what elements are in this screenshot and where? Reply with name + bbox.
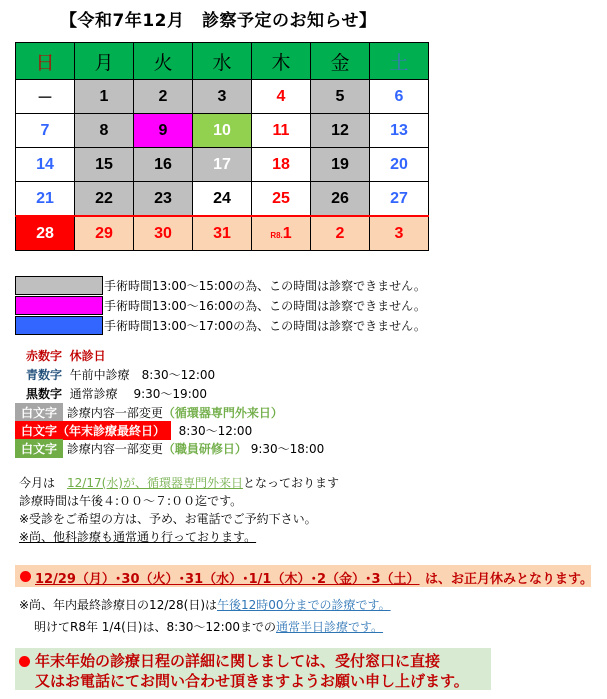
weekday-mon: 月 bbox=[75, 43, 134, 80]
day-cell: 3 bbox=[370, 216, 429, 251]
day-cell: 15 bbox=[75, 148, 134, 182]
key-white-green: 白文字 診療内容一部変更（職員研修日） 9:30～18:00 bbox=[15, 439, 324, 458]
year-prefix: R8. bbox=[270, 230, 283, 240]
day-cell: 13 bbox=[370, 114, 429, 148]
notice-line-3: ※受診をご希望の方は、予め、お電話でご予約下さい。 bbox=[19, 512, 317, 526]
day-cell: 1 bbox=[75, 80, 134, 114]
day-cell: 25 bbox=[252, 182, 311, 217]
day-cell: 28 bbox=[16, 216, 75, 251]
calendar-week-1 bbox=[16, 80, 429, 114]
key-black: 黒数字 通常診療 9:30～19:00 bbox=[26, 387, 208, 401]
day-cell: 2 bbox=[134, 80, 193, 114]
weekday-fri: 金 bbox=[311, 43, 370, 80]
day-cell: 10 bbox=[193, 114, 252, 148]
day-cell: 2 bbox=[311, 216, 370, 251]
day-cell: 26 bbox=[311, 182, 370, 217]
day-cell: 4 bbox=[252, 80, 311, 114]
day-cell: 7 bbox=[16, 114, 75, 148]
page-title: 【令和7年12月 診察予定のお知らせ】 bbox=[60, 11, 377, 31]
day-cell: 16 bbox=[134, 148, 193, 182]
legend-text: 手術時間13:00～16:00の為、この時間は診察できません。 bbox=[104, 299, 426, 313]
bullet-icon bbox=[19, 656, 30, 667]
day-cell: 11 bbox=[252, 114, 311, 148]
calendar-week-4 bbox=[16, 182, 429, 217]
day-cell: 9 bbox=[134, 114, 193, 148]
day-cell: 27 bbox=[370, 182, 429, 217]
weekday-sun: 日 bbox=[16, 43, 75, 80]
bullet-icon bbox=[20, 571, 31, 582]
contact-notice: 年末年始の診療日程の詳細に関しましては、受付窓口に直接 又はお電話にてお問い合わせ頂きますようお願い申し上げます。 bbox=[15, 648, 491, 690]
day-cell: － bbox=[16, 80, 75, 114]
day-cell: 17 bbox=[193, 148, 252, 182]
day-cell: 12 bbox=[311, 114, 370, 148]
notice-line-2: 診療時間は午後４:００～７:００迄です。 bbox=[19, 494, 243, 508]
legend-swatch-blue bbox=[15, 316, 103, 335]
calendar-header-row bbox=[16, 43, 429, 80]
calendar-table bbox=[15, 42, 429, 251]
calendar-week-5 bbox=[16, 216, 429, 251]
day-cell: 18 bbox=[252, 148, 311, 182]
holiday-banner: 12/29（月）･30（火）･31（水）･1/1（木）･2（金）･3（土） は、お正月休みとなります。 bbox=[15, 565, 591, 587]
day-cell: 31 bbox=[193, 216, 252, 251]
weekday-thu: 木 bbox=[252, 43, 311, 80]
weekday-tue: 火 bbox=[134, 43, 193, 80]
day-cell: 24 bbox=[193, 182, 252, 217]
day-cell: 22 bbox=[75, 182, 134, 217]
day-cell: 23 bbox=[134, 182, 193, 217]
day-cell bbox=[252, 216, 311, 251]
day-cell: 6 bbox=[370, 80, 429, 114]
key-red: 赤数字 休診日 bbox=[26, 349, 106, 363]
day-cell: 8 bbox=[75, 114, 134, 148]
day-cell: 29 bbox=[75, 216, 134, 251]
legend-text: 手術時間13:00～17:00の為、この時間は診察できません。 bbox=[104, 319, 426, 333]
day-cell: 14 bbox=[16, 148, 75, 182]
day-cell: 21 bbox=[16, 182, 75, 217]
note-new-year: 明けてR8年 1/4(日)は、8:30～12:00までの通常半日診療です。 bbox=[34, 620, 384, 634]
day-cell: 20 bbox=[370, 148, 429, 182]
note-last-day: ※尚、年内最終診療日の12/28(日)は午後12時00分までの診療です。 bbox=[19, 598, 391, 612]
notice-line-4: ※尚、他科診療も通常通り行っております。 bbox=[19, 530, 257, 544]
weekday-wed: 水 bbox=[193, 43, 252, 80]
notice-line-1: 今月は 12/17(水)が、循環器専門外来日となっております bbox=[19, 476, 339, 490]
legend-swatch-magenta bbox=[15, 296, 103, 315]
calendar-week-3 bbox=[16, 148, 429, 182]
key-white-red: 白文字（年末診療最終日） 8:30～12:00 bbox=[15, 421, 252, 440]
key-white-gray: 白文字 診療内容一部変更（循環器専門外来日） bbox=[15, 403, 283, 422]
day-cell: 5 bbox=[311, 80, 370, 114]
day-number: 1 bbox=[282, 224, 292, 242]
day-cell: 3 bbox=[193, 80, 252, 114]
weekday-sat: 土 bbox=[370, 43, 429, 80]
legend-text: 手術時間13:00～15:00の為、この時間は診察できません。 bbox=[104, 279, 426, 293]
day-cell: 30 bbox=[134, 216, 193, 251]
key-blue: 青数字 午前中診療 8:30～12:00 bbox=[26, 368, 216, 382]
calendar-week-2 bbox=[16, 114, 429, 148]
legend-swatch-gray bbox=[15, 276, 103, 295]
day-cell: 19 bbox=[311, 148, 370, 182]
